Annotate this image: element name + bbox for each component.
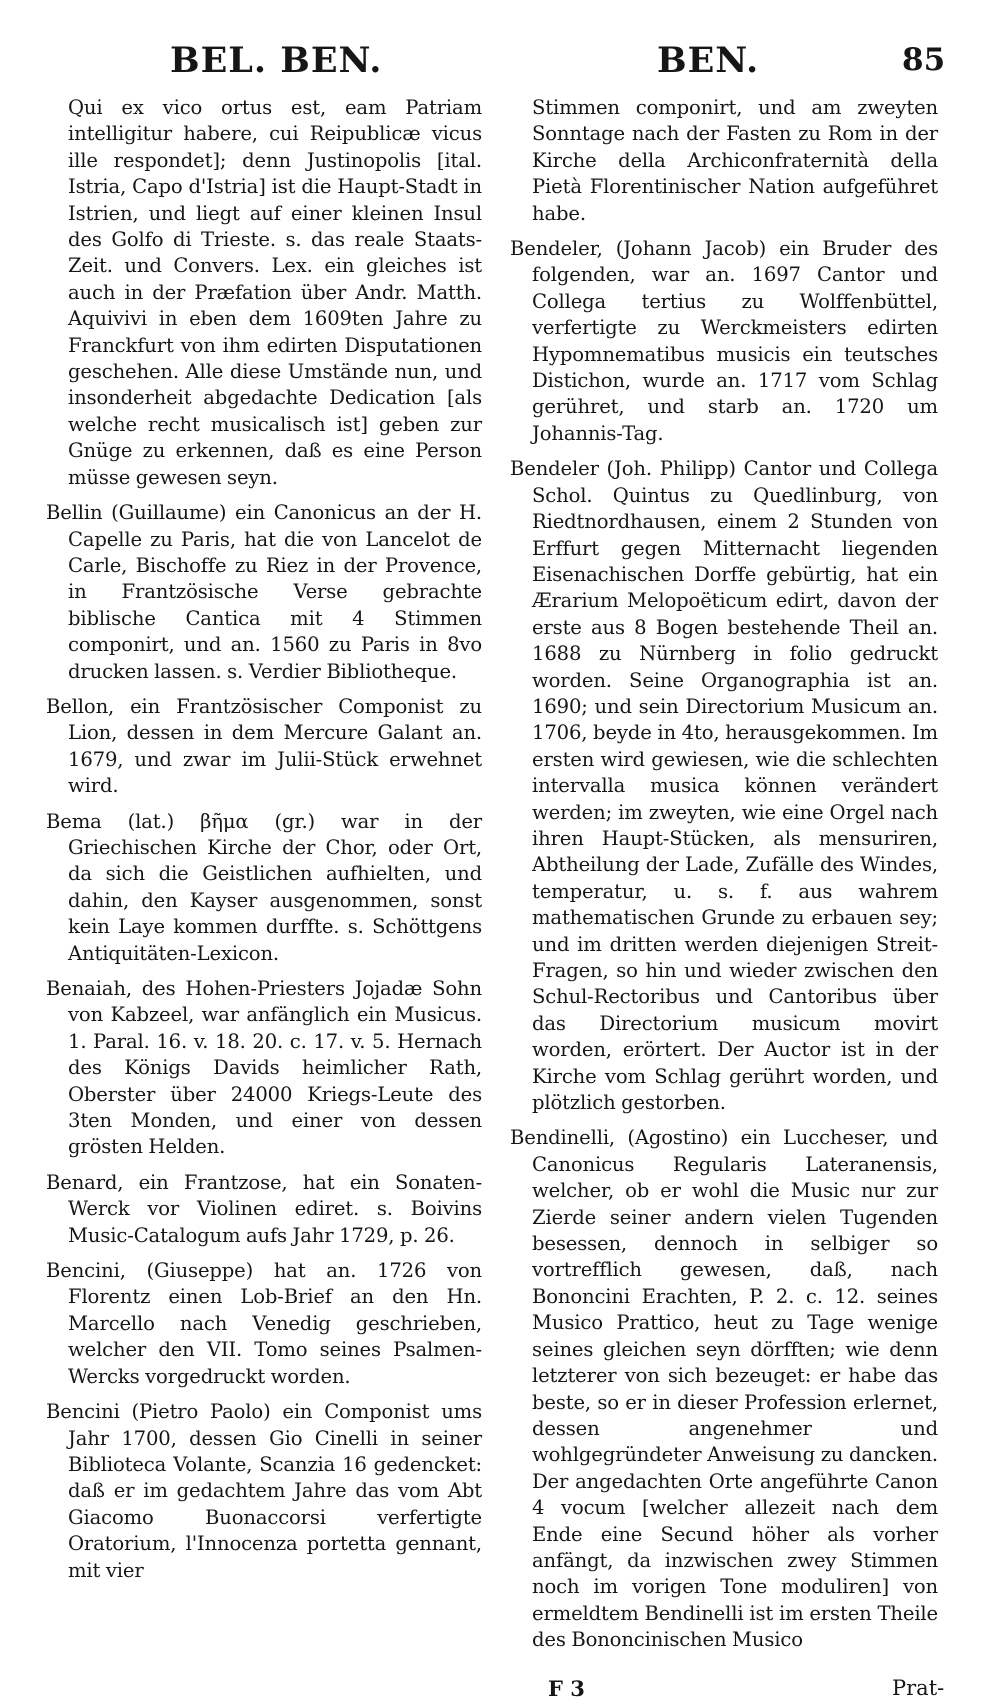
entry-continuation-right: Stimmen componirt, und am zweyten Sonntage nach der Fasten zu Rom in der Kirche della Archiconfraternità della Pietà Florentinischer Nation aufgeführet habe. bbox=[532, 96, 938, 225]
signature-mark: F 3 bbox=[548, 1676, 585, 1701]
entry-bendeler-joh-philipp: Bendeler (Joh. Philipp) Cantor und Collega Schol. Quintus zu Quedlinburg, von Riedtnordhausen, einem 2 Stunden von Erffurt gegen Mitternacht liegenden Eisenachischen Dorffe gebürtig, hat ein Ærarium Melopoëticum edirt, davon der erste aus 8 Bogen bestehende Theil an. 1688 zu Nürnberg in folio gedruckt worden. Seine Organographia ist an. 1690; und sein Directorium Musicum an. 1706, beyde in 4to, herausgekommen. Im ersten wird gewiesen, wie die schlechten intervalla musica können verändert werden; im zweyten, wie eine Orgel nach ihren Haupt-Stücken, als mensuriren, Abtheilung der Lade, Zufälle des Windes, temperatur, u. s. f. aus wahrem mathematischen Grunde zu erbauen sey; und im dritten werden diejenigen Streit-Fragen, so hin und wieder zwischen den Schul-Rectoribus und Cantoribus über das Directorium musicum movirt worden, erörtert. Der Auctor ist in der Kirche vom Schlag gerührt worden, und plötzlich gestorben. bbox=[510, 457, 938, 1115]
entry-bellin: Bellin (Guillaume) ein Canonicus an der H. Capelle zu Paris, hat die von Lancelot de Carle, Bischoffe zu Riez in der Provence, in Frantzösische Verse gebrachte biblische Cantica mit 4 Stimmen componirt, und an. 1560 zu Paris in 8vo drucken lassen. s. Verdier Bibliotheque. bbox=[46, 501, 482, 683]
page-header bbox=[0, 40, 1000, 90]
entry-bencini-giuseppe: Bencini, (Giuseppe) hat an. 1726 von Florentz einen Lob-Brief an den Hn. Marcello nach Venedig geschrieben, welcher den VII. Tomo seines Psalmen-Wercks vorgedruckt worden. bbox=[46, 1259, 482, 1388]
left-column bbox=[46, 95, 482, 1593]
entry-bencini-pietro-paolo: Bencini (Pietro Paolo) ein Componist ums Jahr 1700, dessen Gio Cinelli in seiner Biblioteca Volante, Scanzia 16 gedencket: daß er im gedachtem Jahre das vom Abt Giacomo Buonaccorsi verfertigte Oratorium, l'Innocenza portetta gennant, mit vier bbox=[46, 1400, 482, 1582]
running-head-center: BEN. bbox=[657, 40, 760, 81]
entry-benard: Benard, ein Frantzose, hat ein Sonaten-Werck vor Violinen ediret. s. Boivins Music-Catalogum aufs Jahr 1729, p. 26. bbox=[46, 1170, 482, 1247]
entry-benaiah: Benaiah, des Hohen-Priesters Jojadæ Sohn von Kabzeel, war anfänglich ein Musicus. 1. Paral. 16. v. 18. 20. c. 17. v. 5. Hernach des Königs Davids heimlicher Rath, Oberster über 24000 Kriegs-Leute des 3ten Monden, und einer von dessen grösten Helden. bbox=[46, 977, 482, 1159]
right-column bbox=[510, 95, 938, 1663]
entry-continuation: Qui ex vico ortus est, eam Patriam intelligitur habere, cui Reipublicæ vicus ille respondet]; denn Justinopolis [ital. Istria, Capo d'Istria] ist die Haupt-Stadt in Istrien, und liegt auf einer kleinen Insul des Golfo di Trieste. s. das reale Staats-Zeit. und Convers. Lex. ein gleiches ist auch in der Præfation über Andr. Matth. Aquivivi in eben dem 1609ten Jahre zu Franckfurt von ihm edirten Disputationen geschehen. Alle diese Umstände nun, und insonderheit abgedachte Dedication [als welche recht musicalisch ist] geben zur Gnüge zu erkennen, daß es eine Person müsse gewesen seyn. bbox=[68, 96, 482, 489]
page-number: 85 bbox=[902, 42, 946, 78]
entry-bema: Bema (lat.) βῆμα (gr.) war in der Griechischen Kirche der Chor, oder Ort, da sich die Geistlichen aufhielten, und dahin, den Kayser ausgenommen, sonst kein Laye kommen durffte. s. Schöttgens Antiquitäten-Lexicon. bbox=[46, 809, 482, 965]
running-head-left: BEL. BEN. bbox=[170, 40, 383, 81]
entry-bendinelli: Bendinelli, (Agostino) ein Luccheser, und Canonicus Regularis Lateranensis, welcher, ob er wohl die Music nur zur Zierde seiner andern vielen Tugenden besessen, dennoch in selbiger so vortrefflich gewesen, daß, nach Bononcini Erachten, P. 2. c. 12. seines Musico Prattico, heut zu Tage wenige seines gleichen seyn dörfften; wie denn letzterer von sich bezeuget: er habe das beste, so er in dieser Profession erlernet, dessen angenehmer und wohlgegründeter Anweisung zu dancken. Der angedachten Orte angeführte Canon 4 vocum [welcher allezeit nach dem Ende eine Secund höher als vorher anfängt, da inzwischen zwey Stimmen noch im vorigen Tone moduliren] von ermeldtem Bendinelli ist im ersten Theile des Bononcinischen Musico bbox=[510, 1126, 938, 1652]
entry-bendeler-johann-jacob: Bendeler, (Johann Jacob) ein Bruder des folgenden, war an. 1697 Cantor und Collega tertius zu Wolffenbüttel, verfertigte zu Werckmeisters edirten Hypomnematibus musicis ein teutsches Distichon, wurde an. 1717 vom Schlag gerühret, und starb an. 1720 um Johannis-Tag. bbox=[510, 237, 938, 445]
catchword: Prat- bbox=[892, 1676, 945, 1700]
entry-bellon: Bellon, ein Frantzösischer Componist zu Lion, dessen in dem Mercure Galant an. 1679, und zwar im Julii-Stück erwehnet wird. bbox=[46, 694, 482, 798]
